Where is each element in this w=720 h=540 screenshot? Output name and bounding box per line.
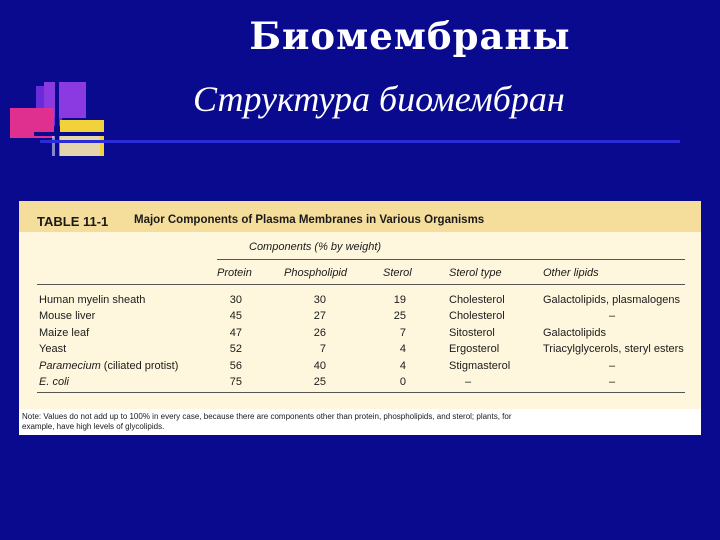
cell-sterol-type: Cholesterol [449,310,505,323]
column-header-phospholipid: Phospholipid [284,267,347,279]
cell-sterol-type: Sitosterol [449,326,495,339]
slide-subtitle: Структура биомембран [193,79,565,119]
cell-phospholipid: 26 [313,326,326,339]
cell-organism: Mouse liver [39,310,96,323]
cell-sterol: 0 [399,376,406,388]
cell-protein: 30 [229,294,242,306]
cell-sterol: 4 [399,343,406,356]
table-number: TABLE 11-1 [37,214,109,229]
cell-organism: Yeast [39,343,67,356]
cell-phospholipid: 25 [313,376,326,388]
cell-sterol: 4 [399,359,406,372]
cell-other-lipids: – [609,310,616,323]
decorative-squares-logo [8,82,104,160]
column-header-sterol-type: Sterol type [449,267,502,279]
group-divider [217,259,685,260]
table-row [19,343,701,359]
cell-sterol-type: Cholesterol [449,294,505,306]
cell-other-lipids: – [609,359,616,372]
cell-organism: Paramecium (ciliated protist) [39,359,179,372]
table-row [19,360,701,376]
title-underline [40,140,680,143]
cell-protein: 52 [229,343,242,356]
cell-phospholipid: 30 [313,294,326,306]
cell-phospholipid: 7 [319,343,326,356]
cell-other-lipids: Triacylglycerols, steryl esters [543,343,684,356]
table-row [19,294,701,310]
column-group-header: Components (% by weight) [249,241,382,253]
header-divider [37,284,685,285]
cell-phospholipid: 27 [313,310,326,323]
column-header-protein: Protein [217,267,252,279]
cell-organism: Maize leaf [39,326,90,339]
slide-title: Биомембраны [249,14,571,58]
table-bottom-rule [37,392,685,393]
cell-other-lipids: Galactolipids [543,326,606,339]
cell-organism: E. coli [39,376,69,388]
cell-phospholipid: 40 [313,359,326,372]
cell-sterol-type: Stigmasterol [449,359,511,372]
table-header-band [19,201,701,232]
cell-other-lipids: – [609,376,616,388]
table-note-text: Note: Values do not add up to 100% in every case, because there are components other than protein, phospholipids, and sterol; plants, for example, have high levels of glycolipids. [22,412,512,431]
cell-organism: Human myelin sheath [39,294,146,306]
table-row [19,327,701,343]
cell-sterol-type: – [465,376,472,388]
cell-sterol-type: Ergosterol [449,343,500,356]
table-row [19,376,701,392]
cell-sterol: 19 [393,294,406,306]
table-title: Major Components of Plasma Membranes in Various Organisms [134,214,485,226]
column-header-sterol: Sterol [383,267,412,279]
table-note [19,409,701,435]
column-header-other-lipids: Other lipids [543,267,599,279]
cell-other-lipids: Galactolipids, plasmalogens [543,294,680,306]
cell-protein: 47 [229,326,242,339]
cell-sterol: 7 [399,326,406,339]
components-table [19,201,701,435]
cell-sterol: 25 [393,310,406,323]
table-row [19,310,701,326]
cell-protein: 75 [229,376,242,388]
cell-protein: 56 [229,359,242,372]
cell-protein: 45 [229,310,242,323]
